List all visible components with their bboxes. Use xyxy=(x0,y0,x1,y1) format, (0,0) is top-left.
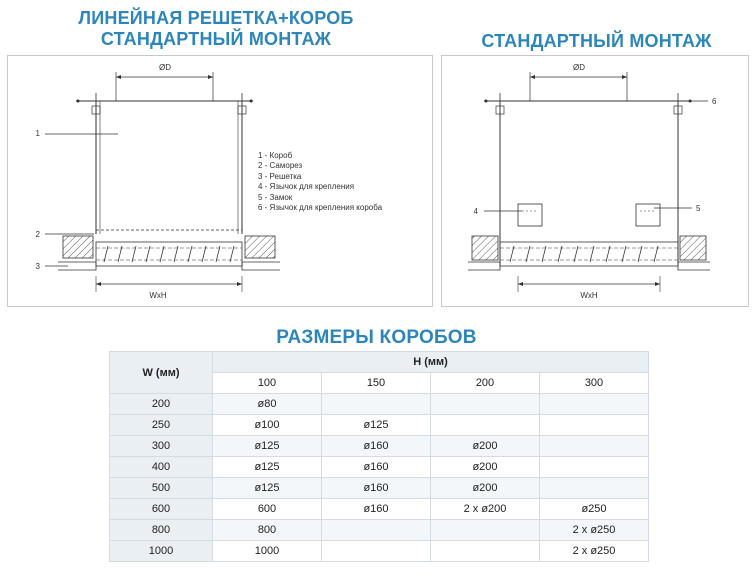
table-cell: ø100 xyxy=(213,415,322,436)
table-cell: ø160 xyxy=(322,436,431,457)
table-cell xyxy=(540,436,649,457)
h-column-header: 150 xyxy=(322,373,431,394)
table-cell: ø125 xyxy=(213,436,322,457)
w-value: 200 xyxy=(110,394,213,415)
table-cell xyxy=(540,478,649,499)
h-header: H (мм) xyxy=(213,352,649,373)
table-row xyxy=(110,499,649,520)
table-row xyxy=(110,478,649,499)
table-cell xyxy=(431,541,540,562)
table-cell xyxy=(322,520,431,541)
h-column-header: 200 xyxy=(431,373,540,394)
h-column-header: 100 xyxy=(213,373,322,394)
table-cell: 2 x ø250 xyxy=(540,541,649,562)
w-value: 300 xyxy=(110,436,213,457)
table-cell: 2 x ø250 xyxy=(540,520,649,541)
w-header: W (мм) xyxy=(110,352,213,394)
table-cell: 1000 xyxy=(213,541,322,562)
left-title-line2: СТАНДАРТНЫЙ МОНТАЖ xyxy=(100,29,332,49)
table-cell: ø160 xyxy=(322,457,431,478)
w-value: 500 xyxy=(110,478,213,499)
callout-5: 5 xyxy=(696,204,701,213)
table-cell: 600 xyxy=(213,499,322,520)
left-title-line1: ЛИНЕЙНАЯ РЕШЕТКА+КОРОБ xyxy=(78,8,354,28)
table-cell: 800 xyxy=(213,520,322,541)
table-row xyxy=(110,520,649,541)
right-diameter-label: ØD xyxy=(573,63,585,72)
legend-item: 2 - Саморез xyxy=(258,161,303,171)
table-cell: ø80 xyxy=(213,394,322,415)
box-sizes-title: РАЗМЕРЫ КОРОБОВ xyxy=(276,327,477,348)
callout-6: 6 xyxy=(712,97,717,106)
left-width-label: WxH xyxy=(149,291,167,300)
table-cell: ø160 xyxy=(322,499,431,520)
table-cell xyxy=(540,457,649,478)
right-width-label: WxH xyxy=(580,291,598,300)
table-cell xyxy=(540,415,649,436)
table-cell: ø125 xyxy=(213,457,322,478)
table-row xyxy=(110,457,649,478)
legend-item: 1 - Короб xyxy=(258,151,293,160)
table-cell: ø125 xyxy=(322,415,431,436)
table-cell: ø160 xyxy=(322,478,431,499)
w-value: 400 xyxy=(110,457,213,478)
table-row xyxy=(110,394,649,415)
component-legend xyxy=(258,151,382,213)
table-row xyxy=(110,541,649,562)
table-cell xyxy=(431,520,540,541)
legend-item: 5 - Замок xyxy=(258,192,293,202)
box-sizes-table xyxy=(109,351,649,562)
table-cell xyxy=(322,541,431,562)
legend-item: 3 - Решетка xyxy=(258,171,302,181)
table-cell: 2 x ø200 xyxy=(431,499,540,520)
table-cell: ø200 xyxy=(431,478,540,499)
w-value: 800 xyxy=(110,520,213,541)
table-cell: ø250 xyxy=(540,499,649,520)
table-cell xyxy=(322,394,431,415)
table-row xyxy=(110,415,649,436)
callout-2: 2 xyxy=(35,230,40,239)
h-column-header: 300 xyxy=(540,373,649,394)
w-value: 1000 xyxy=(110,541,213,562)
w-value: 600 xyxy=(110,499,213,520)
callout-4: 4 xyxy=(473,207,478,216)
table-cell xyxy=(431,415,540,436)
table-cell: ø125 xyxy=(213,478,322,499)
left-diameter-label: ØD xyxy=(159,63,171,72)
left-diagram-title xyxy=(0,8,432,50)
callout-3: 3 xyxy=(35,262,40,271)
table-row xyxy=(110,436,649,457)
right-installation-diagram xyxy=(441,55,749,307)
left-installation-diagram xyxy=(7,55,433,307)
table-cell: ø200 xyxy=(431,436,540,457)
table-cell xyxy=(431,394,540,415)
right-diagram-drawing xyxy=(442,56,748,306)
callout-1: 1 xyxy=(35,129,40,138)
legend-item: 6 - Язычок для крепления короба xyxy=(258,203,383,213)
legend-item: 4 - Язычок для крепления xyxy=(258,182,355,192)
table-cell xyxy=(540,394,649,415)
table-cell: ø200 xyxy=(431,457,540,478)
w-value: 250 xyxy=(110,415,213,436)
right-diagram-title: СТАНДАРТНЫЙ МОНТАЖ xyxy=(481,31,712,51)
